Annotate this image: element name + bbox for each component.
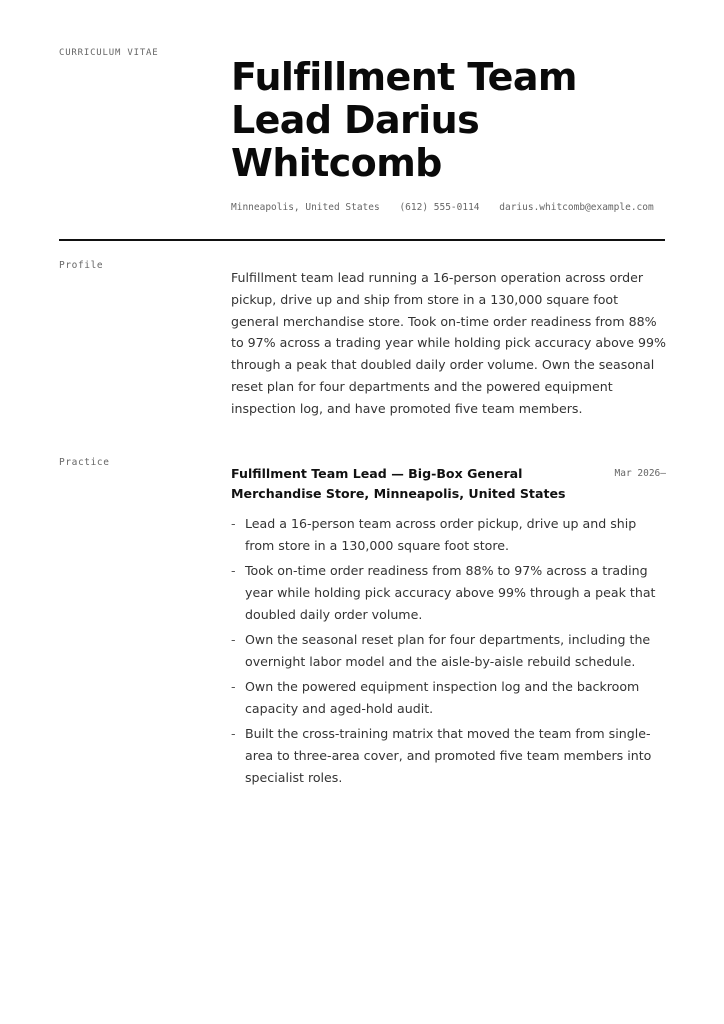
role-bullet: - Own the powered equipment inspection log and the backroom capacity and aged-hold audit. xyxy=(231,676,667,720)
contact-phone: (612) 555-0114 xyxy=(399,202,480,213)
role-bullet: - Built the cross-training matrix that moved the team from single-area to three-area cover, and promoted five team members into specialist roles. xyxy=(231,723,667,789)
role-header xyxy=(231,464,667,504)
role-entry xyxy=(231,464,667,792)
contact-location: Minneapolis, United States xyxy=(231,202,380,213)
candidate-name: Fulfillment Team Lead Darius Whitcomb xyxy=(231,55,577,185)
practice-section-label: Practice xyxy=(59,457,110,468)
profile-summary: Fulfillment team lead running a 16-person operation across order pickup, drive up and ship from store in a 130,000 square foot general merchandise store. Took on-time order readiness from 88% to 97% across a trading year while holding pick accuracy above 99% through a peak that doubled daily order volume. Own the seasonal reset plan for four departments and the powered equipment inspection log, and have promoted five team members. xyxy=(231,270,666,416)
cv-kicker: CURRICULUM VITAE xyxy=(59,48,159,58)
profile-section-label: Profile xyxy=(59,260,104,271)
role-title: Fulfillment Team Lead — Big-Box General Merchandise Store, Minneapolis, United States xyxy=(231,466,566,501)
role-bullet: - Own the seasonal reset plan for four departments, including the overnight labor model and the aisle-by-aisle rebuild schedule. xyxy=(231,629,667,673)
contact-line xyxy=(231,202,654,213)
contact-email: darius.whitcomb@example.com xyxy=(499,202,654,213)
role-bullet: - Lead a 16-person team across order pickup, drive up and ship from store in a 130,000 square foot store. xyxy=(231,513,667,557)
role-bullets xyxy=(231,513,667,789)
header-divider xyxy=(59,239,665,241)
role-date: Mar 2026– xyxy=(614,468,666,479)
role-bullet: - Took on-time order readiness from 88% to 97% across a trading year while holding pick accuracy above 99% through a peak that doubled daily order volume. xyxy=(231,560,667,626)
